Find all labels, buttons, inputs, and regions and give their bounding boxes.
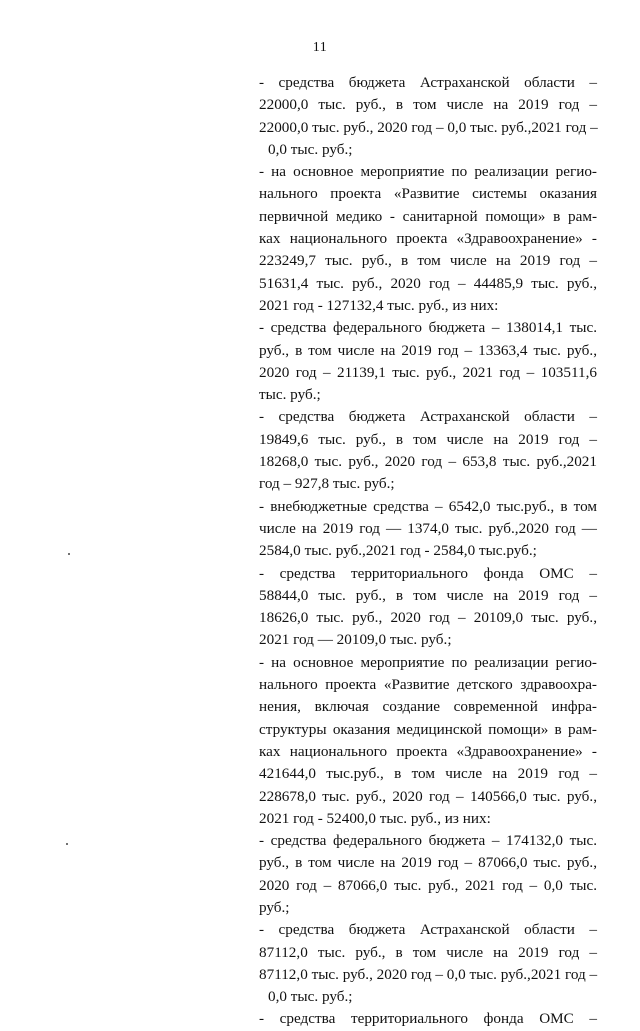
text-line: первичной медико - санитарной помощи» в рам- — [259, 207, 597, 225]
text-line: 22000,0 тыс. руб., 2020 год – 0,0 тыс. руб.,2021 год – — [259, 118, 598, 136]
document-body — [259, 72, 597, 1031]
text-line: - средства бюджета Астраханской области – — [259, 921, 597, 939]
text-line: 0,0 тыс. руб.; — [268, 988, 353, 1006]
text-line: нального проекта «Развитие системы оказания — [259, 185, 597, 203]
text-line: 87112,0 тыс. руб., в том числе на 2019 год – — [259, 943, 597, 961]
text-line: нения, включая создание современной инфра- — [259, 698, 597, 716]
text-line: руб., в том числе на 2019 год – 13363,4 тыс. руб., — [259, 341, 597, 359]
text-line: 18268,0 тыс. руб., 2020 год – 653,8 тыс. руб.,2021 — [259, 453, 597, 471]
text-line: 19849,6 тыс. руб., в том числе на 2019 год – — [259, 430, 597, 448]
text-line: 18626,0 тыс. руб., 2020 год – 20109,0 тыс. руб., — [259, 609, 597, 627]
text-line: числе на 2019 год — 1374,0 тыс. руб.,2020 год — — [259, 519, 597, 537]
text-line: 51631,4 тыс. руб., 2020 год – 44485,9 тыс. руб., — [259, 274, 597, 292]
page-number: 11 — [312, 40, 328, 55]
text-line: руб., в том числе на 2019 год – 87066,0 тыс. руб., — [259, 854, 597, 872]
text-line: - средства территориального фонда ОМС – — [259, 564, 597, 582]
text-line: - средства федерального бюджета – 174132,0 тыс. — [259, 832, 597, 850]
text-line: руб.; — [259, 898, 290, 916]
text-line: - средства федерального бюджета – 138014,1 тыс. — [259, 319, 597, 337]
text-line: 2021 год - 127132,4 тыс. руб., из них: — [259, 296, 499, 314]
text-line: 2020 год – 21139,1 тыс. руб., 2021 год – 103511,6 — [259, 363, 597, 381]
text-line: структуры оказания медицинской помощи» в рам- — [259, 720, 597, 738]
text-line: ках национального проекта «Здравоохранение» - — [259, 230, 597, 248]
text-line: 87112,0 тыс. руб., 2020 год – 0,0 тыс. руб.,2021 год – — [259, 965, 598, 983]
text-line: - средства территориального фонда ОМС – — [259, 1010, 597, 1028]
text-line: 0,0 тыс. руб.; — [268, 140, 353, 158]
text-line: тыс. руб.; — [259, 386, 321, 404]
text-line: 223249,7 тыс. руб., в том числе на 2019 год – — [259, 252, 597, 270]
text-line: 2584,0 тыс. руб.,2021 год - 2584,0 тыс.руб.; — [259, 542, 537, 560]
text-line: - внебюджетные средства – 6542,0 тыс.руб., в том — [259, 497, 597, 515]
text-line: - средства бюджета Астраханской области – — [259, 408, 597, 426]
text-line: год – 927,8 тыс. руб.; — [259, 475, 395, 493]
text-line: 421644,0 тыс.руб., в том числе на 2019 год – — [259, 765, 597, 783]
text-line: 22000,0 тыс. руб., в том числе на 2019 год – — [259, 96, 597, 114]
scan-speck — [68, 553, 70, 555]
text-line: ках национального проекта «Здравоохранение» - — [259, 742, 597, 760]
text-line: 2021 год — 20109,0 тыс. руб.; — [259, 631, 452, 649]
scan-speck — [66, 843, 68, 845]
text-line: 228678,0 тыс. руб., 2020 год – 140566,0 тыс. руб., — [259, 787, 597, 805]
text-line: - средства бюджета Астраханской области – — [259, 74, 597, 91]
text-line: 2020 год – 87066,0 тыс. руб., 2021 год – 0,0 тыс. — [259, 876, 597, 894]
text-line: - на основное мероприятие по реализации регио- — [259, 653, 597, 671]
text-line: нального проекта «Развитие детского здравоохра- — [259, 676, 597, 694]
text-line: - на основное мероприятие по реализации регио- — [259, 163, 597, 181]
text-line: 58844,0 тыс. руб., в том числе на 2019 год – — [259, 586, 597, 604]
text-line: 2021 год - 52400,0 тыс. руб., из них: — [259, 809, 491, 827]
